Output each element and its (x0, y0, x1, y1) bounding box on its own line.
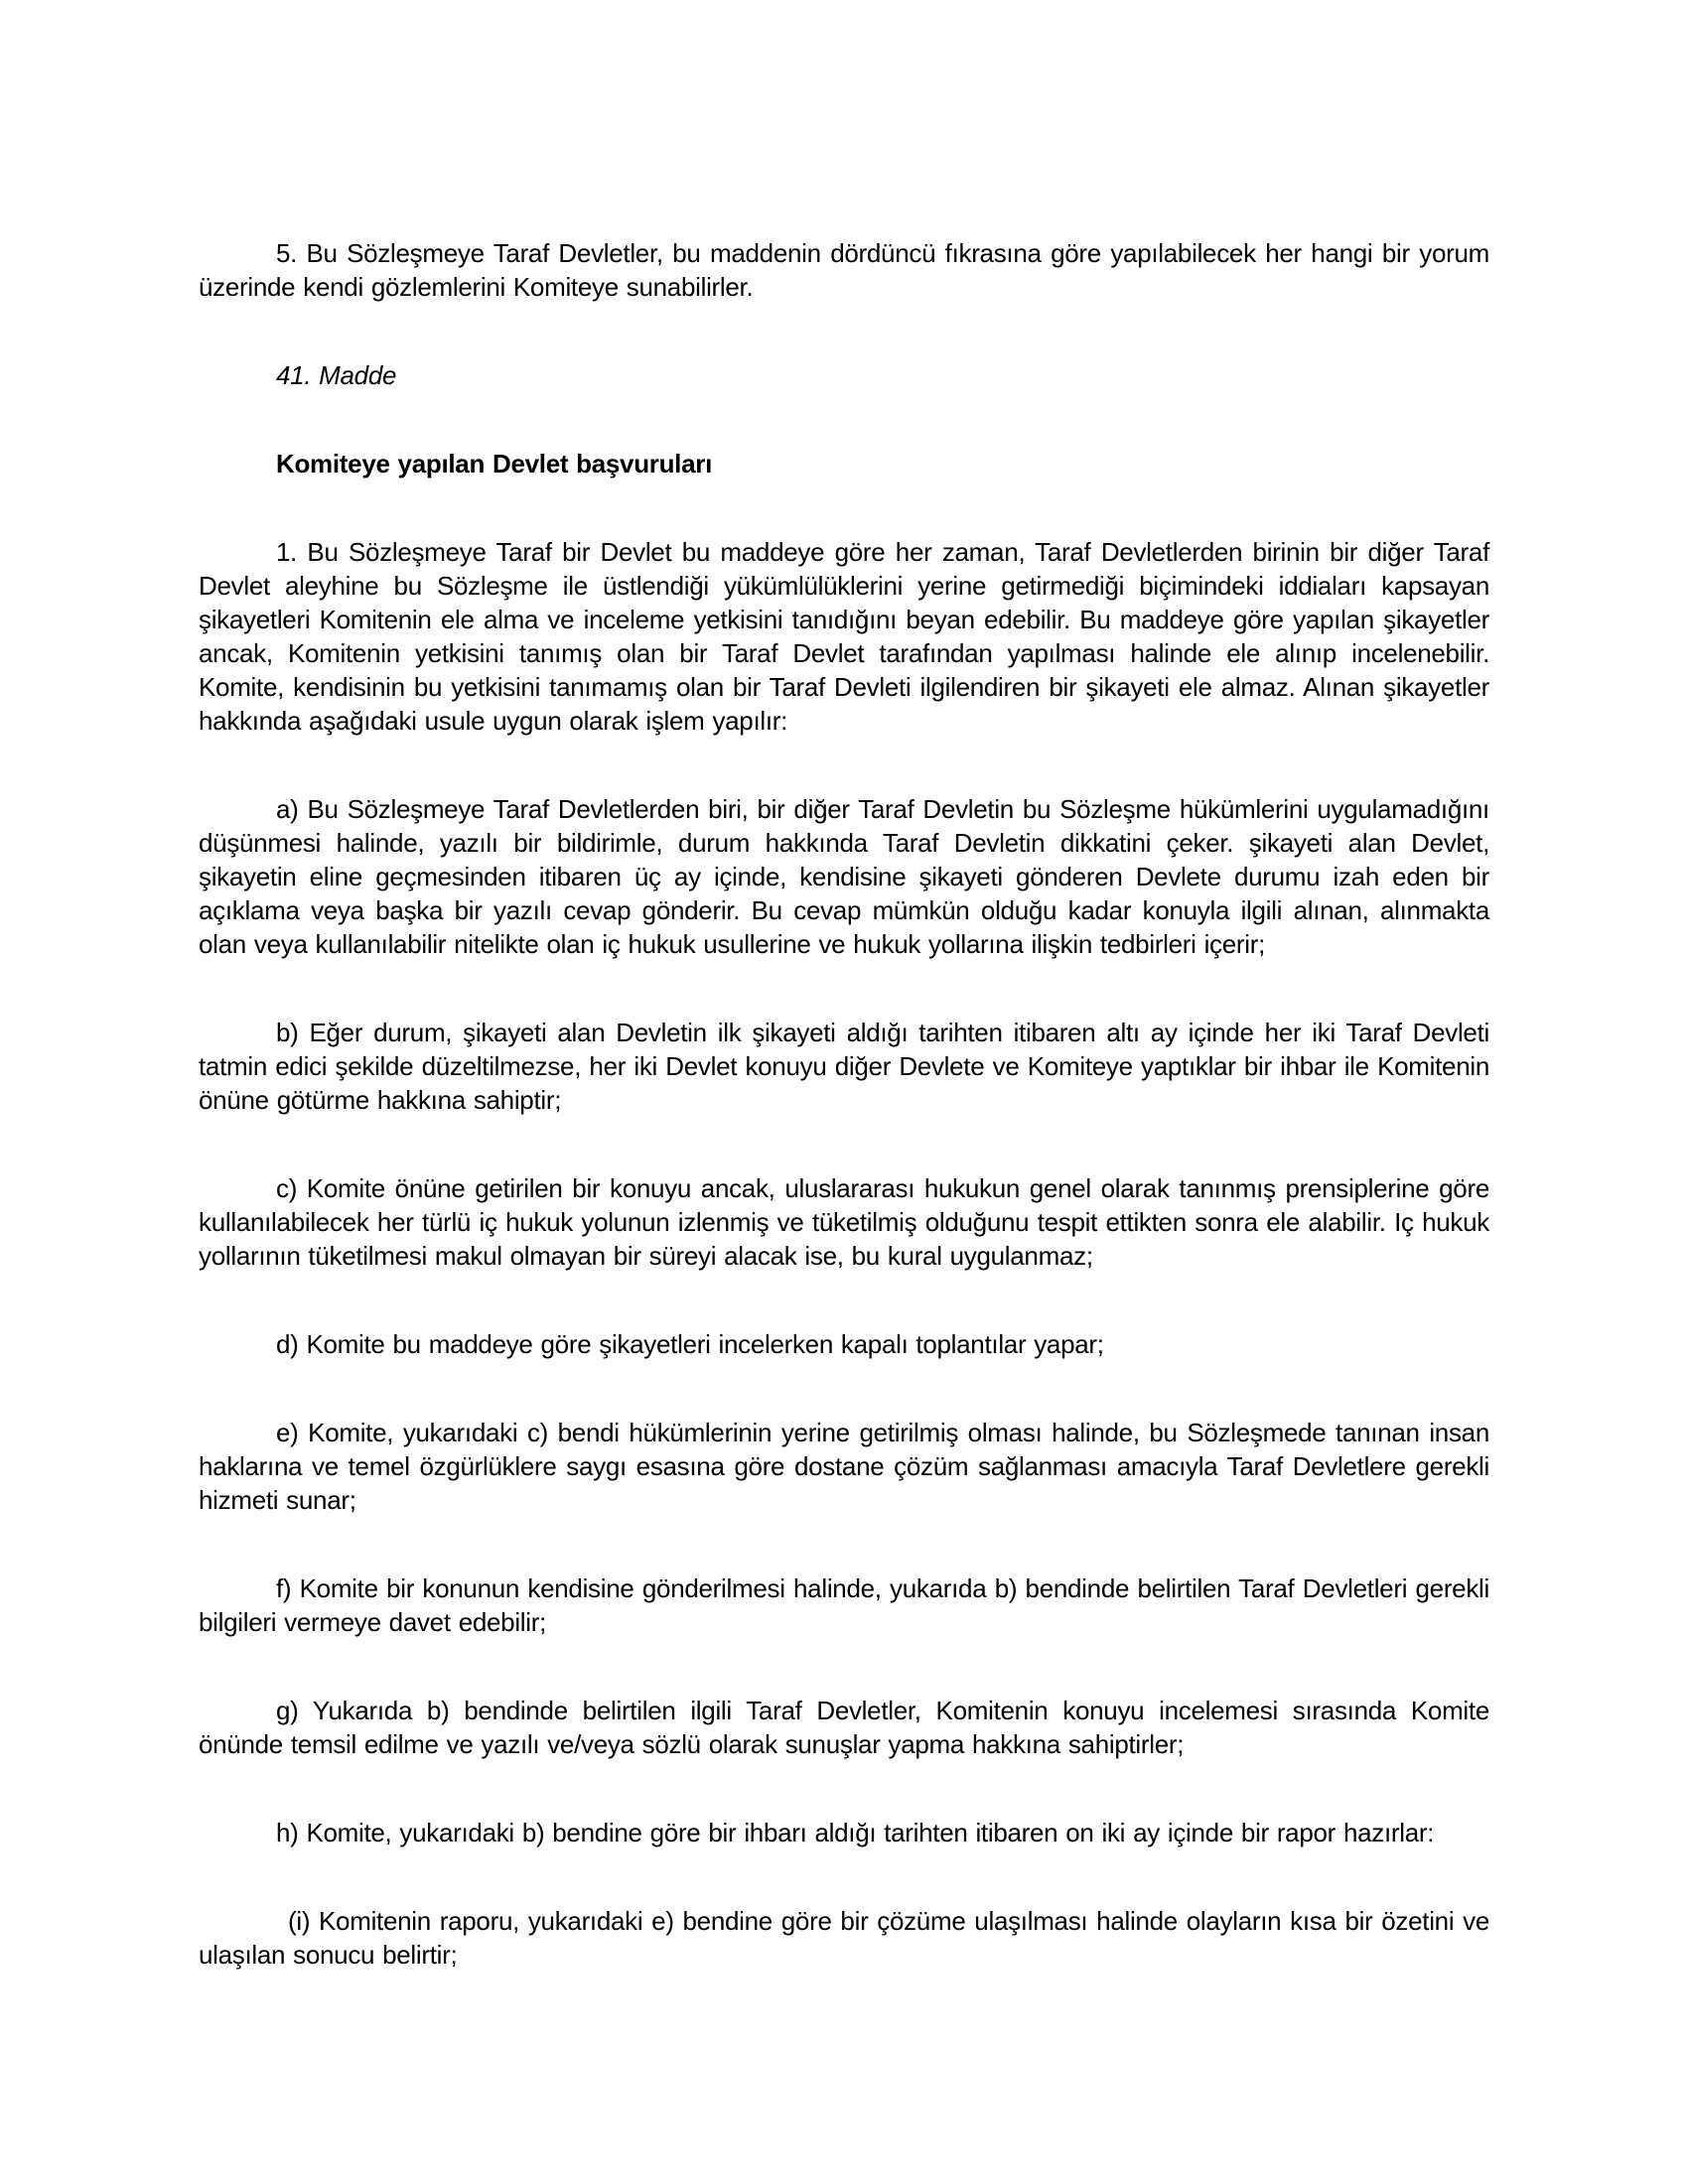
paragraph-item-h: h) Komite, yukarıdaki b) bendine göre bir ihbarı aldığı tarihten itibaren on iki ay içinde bir rapor hazırlar: (276, 1818, 1435, 1847)
paragraph-clause-5: 5. Bu Sözleşmeye Taraf Devletler, bu maddenin dördüncü fıkrasına göre yapılabilecek her hangi bir yorum üzerinde kendi gözlemlerini Komiteye sunabilirler. (199, 238, 1489, 302)
paragraph-item-b: b) Eğer durum, şikayeti alan Devletin ilk şikayeti aldığı tarihten itibaren altı ay içinde her iki Taraf Devleti tatmin edici şekilde düzeltilmezse, her iki Devlet konuyu diğer Devlete ve Komiteye yaptıklar bir ihbar ile Komitenin önüne götürme hakkına sahiptir; (199, 1018, 1489, 1115)
article-41-heading: 41. Madde (276, 360, 397, 390)
paragraph-item-i: (i) Komitenin raporu, yukarıdaki e) bendine göre bir çözüme ulaşılması halinde olayların kısa bir özetini ve ulaşılan sonucu belirtir; (199, 1906, 1489, 1970)
document-content (199, 236, 1489, 1972)
paragraph-item-g: g) Yukarıda b) bendinde belirtilen ilgili Taraf Devletler, Komitenin konuyu incelemesi sırasında Komite önünde temsil edilme ve yazılı ve/veya sözlü olarak sunuşlar yapma hakkına sahiptirler; (199, 1696, 1489, 1759)
paragraph-item-d: d) Komite bu maddeye göre şikayetleri incelerken kapalı toplantılar yapar; (276, 1329, 1104, 1359)
paragraph-item-a: a) Bu Sözleşmeye Taraf Devletlerden biri, bir diğer Taraf Devletin bu Sözleşme hükümlerini uygulamadığını düşünmesi halinde, yazılı bir bildirimle, durum hakkında Taraf Devletin dikkatini çeker. şikayeti alan Devlet, şikayetin eline geçmesinden itibaren üç ay içinde, kendisine şikayeti gönderen Devlete durumu izah eden bir açıklama veya başka bir yazılı cevap gönderir. Bu cevap mümkün olduğu kadar konuyla ilgili alınan, alınmakta olan veya kullanılabilir nitelikte olan iç hukuk usullerine ve hukuk yollarına ilişkin tedbirleri içerir; (199, 794, 1489, 959)
paragraph-clause-1: 1. Bu Sözleşmeye Taraf bir Devlet bu maddeye göre her zaman, Taraf Devletlerden birinin bir diğer Taraf Devlet aleyhine bu Sözleşme ile üstlendiği yükümlülüklerini yerine getirmediği biçimindeki iddiaları kapsayan şikayetleri Komitenin ele alma ve inceleme yetkisini tanıdığını beyan edebilir. Bu maddeye göre yapılan şikayetler ancak, Komitenin yetkisini tanımış olan bir Taraf Devlet tarafından yapılması halinde ele alınıp incelenebilir. Komite, kendisinin bu yetkisini tanımamış olan bir Taraf Devleti ilgilendiren bir şikayeti ele almaz. Alınan şikayetler hakkında aşağıdaki usule uygun olarak işlem yapılır: (199, 537, 1489, 736)
paragraph-item-f: f) Komite bir konunun kendisine gönderilmesi halinde, yukarıda b) bendinde belirtilen Taraf Devletleri gerekli bilgileri vermeye davet edebilir; (199, 1573, 1489, 1637)
section-title: Komiteye yapılan Devlet başvuruları (276, 449, 713, 478)
paragraph-item-e: e) Komite, yukarıdaki c) bendi hükümlerinin yerine getirilmiş olması halinde, bu Sözleşmede tanınan insan haklarına ve temel özgürlüklere saygı esasına göre dostane çözüm sağlanması amacıyla Taraf Devletlere gerekli hizmeti sunar; (199, 1418, 1489, 1515)
paragraph-item-c: c) Komite önüne getirilen bir konuyu ancak, uluslararası hukukun genel olarak tanınmış prensiplerine göre kullanılabilecek her türlü iç hukuk yolunun izlenmiş ve tüketilmiş olduğunu tespit ettikten sonra ele alabilir. Iç hukuk yollarının tüketilmesi makul olmayan bir süreyi alacak ise, bu kural uygulanmaz; (199, 1173, 1489, 1271)
